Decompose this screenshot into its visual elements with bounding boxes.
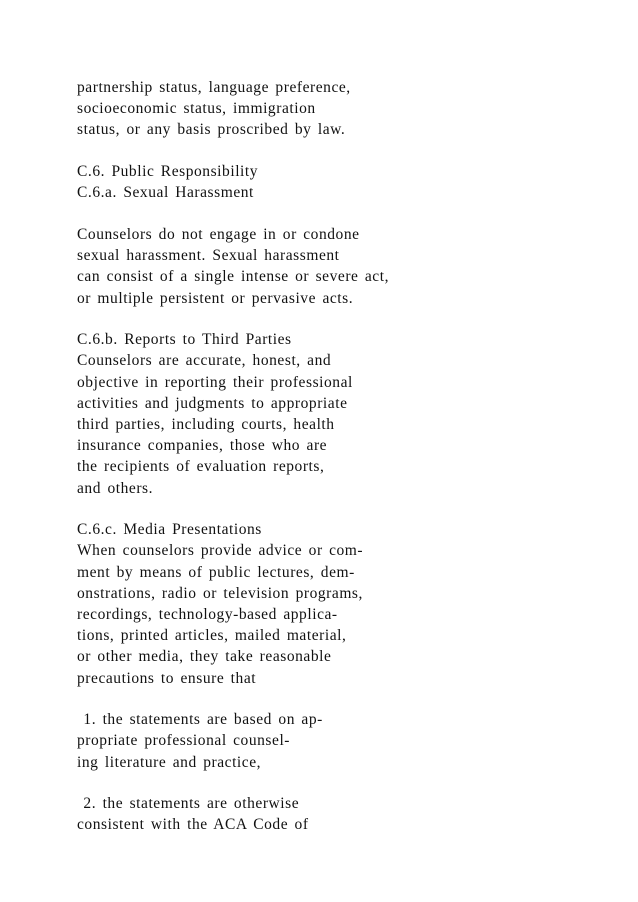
subsection-heading: C.6.c. Media Presentations: [77, 521, 262, 539]
text-line: propriate professional counsel-: [77, 732, 291, 750]
text-line: ment by means of public lectures, dem-: [77, 563, 355, 581]
text-line: third parties, including courts, health: [77, 415, 335, 433]
subsection-heading: C.6.a. Sexual Harassment: [77, 184, 254, 202]
document-page: [77, 77, 617, 836]
paragraph-gap: [77, 689, 617, 710]
list-item-1: [77, 709, 617, 773]
text-line: status, or any basis proscribed by law.: [77, 121, 346, 139]
text-line: Counselors are accurate, honest, and: [77, 352, 332, 370]
subsection-heading: C.6.b. Reports to Third Parties: [77, 331, 292, 349]
text-line: insurance companies, those who are: [77, 437, 328, 455]
text-line: recordings, technology-based applica-: [77, 605, 338, 623]
paragraph-gap: [77, 773, 617, 794]
list-item-2: [77, 793, 617, 835]
paragraph-reports-third-parties: [77, 329, 617, 499]
text-line: ing literature and practice,: [77, 753, 262, 771]
text-line: or other media, they take reasonable: [77, 648, 332, 666]
text-line: socioeconomic status, immigration: [77, 100, 316, 118]
text-line: Counselors do not engage in or condone: [77, 225, 360, 243]
paragraph-media-presentations: [77, 519, 617, 689]
paragraph-gap: [77, 499, 617, 520]
paragraph-gap: [77, 141, 617, 162]
text-line: the recipients of evaluation reports,: [77, 458, 325, 476]
section-heading-public-responsibility: [77, 161, 617, 203]
paragraph-gap: [77, 203, 617, 224]
paragraph-sexual-harassment: [77, 224, 617, 309]
section-heading: C.6. Public Responsibility: [77, 163, 259, 181]
text-line: consistent with the ACA Code of: [77, 816, 309, 834]
paragraph-gap: [77, 309, 617, 330]
text-line: activities and judgments to appropriate: [77, 394, 348, 412]
text-line: precautions to ensure that: [77, 669, 257, 687]
text-line: 2. the statements are otherwise: [77, 795, 300, 813]
text-line: partnership status, language preference,: [77, 79, 351, 96]
text-line: onstrations, radio or television programs,: [77, 584, 363, 602]
text-line: 1. the statements are based on ap-: [77, 711, 323, 729]
text-line: can consist of a single intense or severe act,: [77, 268, 390, 286]
text-line: or multiple persistent or pervasive acts.: [77, 289, 354, 307]
text-line: and others.: [77, 479, 154, 497]
text-line: sexual harassment. Sexual harassment: [77, 247, 340, 265]
text-line: tions, printed articles, mailed material,: [77, 627, 347, 645]
text-line: When counselors provide advice or com-: [77, 542, 364, 560]
text-line: objective in reporting their professional: [77, 373, 353, 391]
paragraph-nondiscrimination-end: [77, 77, 617, 141]
